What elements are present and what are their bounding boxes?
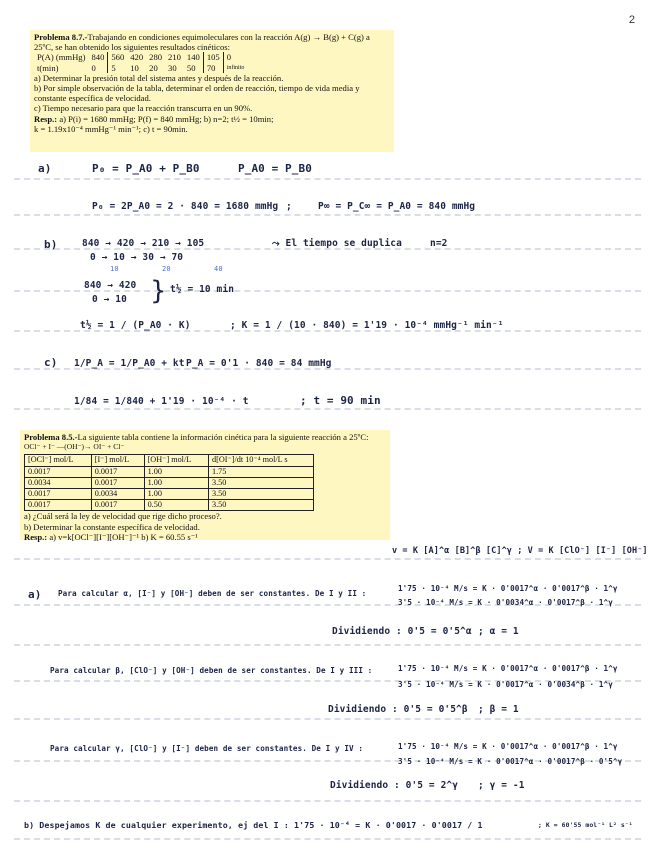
- pressure-sequence: 840 → 420 → 210 → 105: [82, 238, 205, 249]
- separator: ;: [286, 201, 292, 212]
- gamma-text: Para calcular γ, [ClO⁻] y [I⁻] deben de ser constantes. De I y IV :: [50, 744, 364, 753]
- page-number: 2: [628, 14, 635, 26]
- question-b: b) Por simple observación de la tabla, determinar el orden de reacción, tiempo de vida media y constante específica de velocidad.: [34, 83, 360, 104]
- time-sequence: 0 → 10 → 30 → 70: [90, 252, 184, 263]
- part-b-label: b): [44, 238, 58, 251]
- kinetic-data-table: [24, 454, 314, 511]
- table-header-row: [OCl⁻] mol/L [I⁻] mol/L [OH⁻] mol/L d[OI⁻]/dt 10⁻⁴ mol/L s: [25, 455, 314, 466]
- half-life-result: t½ = 10 min: [170, 284, 235, 295]
- problem-8-5-statement: Problema 8.5.-La siguiente tabla contiene la información cinética para la siguiente reacción a 25ºC:: [24, 432, 369, 442]
- time-calc: 1/84 = 1/840 + 1'19 · 10⁻⁴ · t: [74, 396, 249, 407]
- table-row: 0.0017 0.0034 1.00 3.50: [25, 489, 314, 500]
- answer: Resp.: a) P(i) = 1680 mmHg; P(f) = 840 mmHg; b) n=2; t½ = 10min;: [34, 113, 274, 124]
- question-a: a) ¿Cuál será la ley de velocidad que rige dicho proceso?.: [24, 511, 222, 522]
- reaction-order: n=2: [430, 238, 448, 249]
- half-life-pressures: 840 → 420: [84, 280, 137, 291]
- alpha-eq-1: 1'75 · 10⁻⁴ M/s = K · 0'0017^α · 0'0017^β · 1^γ: [398, 584, 618, 593]
- question-a: a) Determinar la presión total del sistema antes y después de la reacción.: [34, 72, 284, 83]
- doubling-note: ⤳ El tiempo se duplica: [272, 238, 402, 249]
- alpha-text: Para calcular α, [I⁻] y [OH⁻] deben de ser constantes. De I y II :: [58, 589, 367, 598]
- table-row: 0.0017 0.0017 1.00 1.75: [25, 466, 314, 477]
- total-pressure-eq: P₀ = P_A0 + P_B0: [92, 162, 200, 175]
- part-b-solution: b) Despejamos K de cualquier experimento, ej del I : 1'75 · 10⁻⁴ = K · 0'0017 · 0'0017 / 1: [24, 820, 483, 830]
- brace-icon: }: [150, 276, 167, 306]
- part-a-label: a): [38, 162, 52, 175]
- alpha-divide: Dividiendo : 0'5 = 0'5^α: [332, 626, 472, 637]
- table-row: 0.0034 0.0017 1.00 3.50: [25, 477, 314, 488]
- beta-divide: Dividiendo : 0'5 = 0'5^β: [328, 704, 468, 715]
- question-c: c) Tiempo necesario para que la reacción transcurra en un 90%.: [34, 103, 253, 114]
- table-row: P(A) (mmHg) 840 560 420 280 210 140 105 0: [34, 52, 247, 62]
- problem-8-5-box: [20, 430, 390, 540]
- problem-8-7-box: [30, 30, 394, 152]
- initial-equality: P_A0 = P_B0: [238, 162, 312, 175]
- part-c-label: c): [44, 356, 58, 369]
- rate-constant-calc: ; K = 1 / (10 · 840) = 1'19 · 10⁻⁴ mmHg⁻¹ min⁻¹: [230, 320, 504, 331]
- table-row: 0.0017 0.0017 0.50 3.50: [25, 500, 314, 511]
- question-b: b) Determinar la constante específica de velocidad.: [24, 521, 200, 532]
- half-life-formula: t½ = 1 / (P_A0 · K): [80, 320, 191, 331]
- time-result: ; t = 90 min: [300, 394, 381, 407]
- problem-8-5-title: Problema 8.5.-: [24, 432, 78, 442]
- beta-eq-2: 3'5 · 10⁻⁴ M/s = K · 0'0017^α · 0'0034^β · 1^γ: [398, 680, 613, 689]
- alpha-result: ; α = 1: [478, 626, 519, 637]
- beta-result: ; β = 1: [478, 704, 519, 715]
- gamma-eq-1: 1'75 · 10⁻⁴ M/s = K · 0'0017^α · 0'0017^β · 1^γ: [398, 742, 618, 751]
- gamma-divide: Dividiendo : 0'5 = 2^γ: [330, 780, 459, 791]
- problem-8-7-title: Problema 8.7.-: [34, 32, 88, 42]
- reaction-equation: OCl⁻ + I⁻ —(OH⁻)→ OI⁻ + Cl⁻: [24, 442, 125, 452]
- rate-law: v = K [A]^α [B]^β [C]^γ ; V = K [ClO⁻] [I⁻] [OH⁻]: [392, 546, 648, 556]
- beta-eq-1: 1'75 · 10⁻⁴ M/s = K · 0'0017^α · 0'0017^β · 1^γ: [398, 664, 618, 673]
- answer: Resp.: a) v=k[OCl⁻][I⁻][OH⁻]⁻¹ b) K = 60.55 s⁻¹: [24, 531, 198, 542]
- beta-text: Para calcular β, [ClO⁻] y [OH⁻] deben de ser constantes. De I y III :: [50, 666, 373, 675]
- integrated-rate-law: 1/P_A = 1/P_A0 + kt: [74, 358, 185, 369]
- pressure-time-table: [34, 52, 247, 72]
- time-diff-3: 40: [214, 265, 223, 273]
- time-diff-2: 20: [162, 265, 171, 273]
- alpha-eq-2: 3'5 · 10⁻⁴ M/s = K · 0'0034^α · 0'0017^β · 1^γ: [398, 598, 613, 607]
- answer-cont: k = 1.19x10⁻⁴ mmHg⁻¹ min⁻¹; c) t = 90min.: [34, 123, 188, 134]
- part-a-label-2: a): [28, 588, 42, 601]
- initial-pressure-calc: P₀ = 2P_A0 = 2 · 840 = 1680 mmHg: [92, 201, 279, 212]
- gamma-result: ; γ = -1: [478, 780, 525, 791]
- final-pressure-90: P_A = 0'1 · 840 = 84 mmHg: [186, 358, 332, 369]
- problem-8-7-statement: Problema 8.7.-Trabajando en condiciones equimoleculares con la reacción A(g) → B(g) + C(g) a 25ºC, se han obtenido los siguientes resultados cinéticos:: [34, 32, 370, 53]
- table-row: t(min) 0 5 10 20 30 50 70 infinito: [34, 63, 247, 73]
- final-pressure-calc: P∞ = P_C∞ = P_A0 = 840 mmHg: [318, 201, 476, 212]
- k-result: ; K = 60'55 mol⁻¹ L² s⁻¹: [538, 821, 633, 829]
- half-life-times: 0 → 10: [92, 294, 127, 305]
- gamma-eq-2: 3'5 · 10⁻⁴ M/s = K · 0'0017^α · 0'0017^β · 0'5^γ: [398, 757, 623, 766]
- time-diff-1: 10: [110, 265, 119, 273]
